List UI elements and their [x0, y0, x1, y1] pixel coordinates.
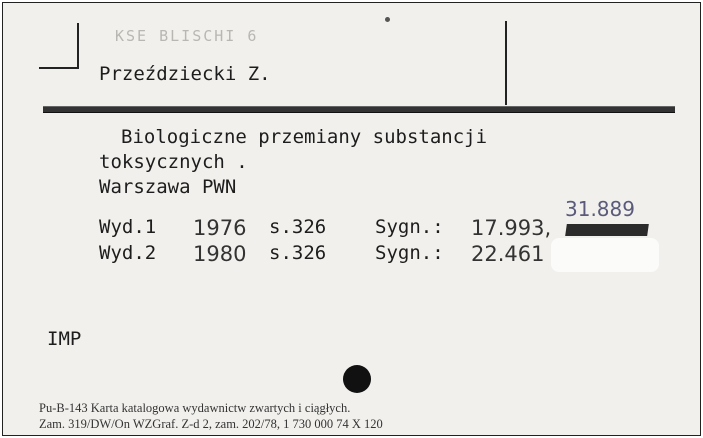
publisher: Warszawa PWN [99, 176, 237, 198]
edition-number: Wyd.1 [99, 216, 157, 238]
handwritten-sygn: 31.889 [565, 197, 635, 221]
faint-header-text: KSE BLISCHI 6 [115, 27, 259, 45]
edition-pages: s.326 [269, 242, 327, 264]
title-line-2: toksycznych . [99, 151, 248, 173]
edition-pages: s.326 [269, 216, 327, 238]
edition-year: 1980 [193, 242, 247, 266]
ink-dot [385, 17, 390, 22]
footer-line-2: Zam. 319/DW/On WZGraf. Z-d 2, zam. 202/78, 1 730 000 74 X 120 [39, 417, 383, 431]
sygn-label: Sygn.: [375, 242, 444, 264]
sygn-label: Sygn.: [375, 216, 444, 238]
edition-year: 1976 [193, 216, 247, 240]
stamp-imp: IMP [47, 328, 82, 350]
header-rule [43, 106, 675, 113]
redaction-bar [565, 224, 649, 236]
punch-hole [343, 365, 371, 393]
sygn-number: 22.461 [471, 242, 545, 266]
sygn-number: 17.993, [471, 216, 552, 240]
catalog-card [2, 2, 701, 436]
whiteout-patch [551, 238, 659, 272]
edition-number: Wyd.2 [99, 242, 157, 264]
author-name: Przeździecki Z. [99, 63, 271, 85]
header-divider-vertical [505, 21, 507, 105]
footer-line-1: Pu-B-143 Karta katalogowa wydawnictw zwartych i ciągłych. [39, 401, 351, 415]
corner-mark-horizontal [39, 67, 79, 69]
title-line-1: Biologiczne przemiany substancji [121, 126, 488, 148]
corner-mark-vertical [77, 23, 79, 69]
